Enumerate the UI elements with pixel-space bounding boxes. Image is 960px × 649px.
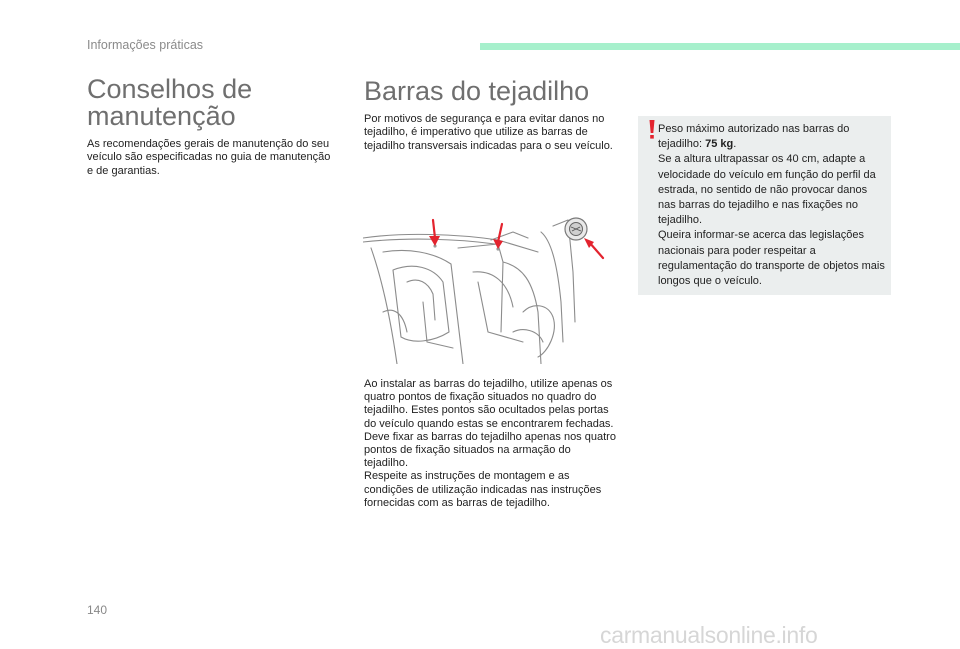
maintenance-title: Conselhos de manutenção	[87, 74, 253, 131]
roof-bars-body	[364, 378, 616, 510]
roof-bars-intro: Por motivos de segurança e para evitar danos no tejadilho, é imperativo que utilize as barras de tejadilho transversais indicadas para o seu veículo.	[364, 113, 613, 152]
roof-bars-paragraph: Respeite as instruções de montagem e as condições de utilização indicadas nas instruções fornecidas com as barras de tejadilho.	[364, 470, 602, 509]
roof-bars-paragraph: Ao instalar as barras do tejadilho, utilize apenas os quatro pontos de fixação situados no quadro do tejadilho. Estes pontos são ocultados pelas portas do veículo quando estas se encontrarem fechadas.	[364, 378, 614, 430]
warning-text	[658, 122, 886, 289]
max-weight-value: 75 kg	[705, 138, 734, 151]
roof-bars-paragraph: Deve fixar as barras do tejadilho apenas nos quatro pontos de fixação situados na armação do tejadilho.	[364, 430, 616, 470]
fixation-point-zoom-icon	[565, 218, 587, 240]
exclamation-icon	[645, 119, 659, 141]
warning-weight-line: Peso máximo autorizado nas barras do tejadilho: 75 kg.	[658, 123, 850, 151]
maintenance-text: As recomendações gerais de manutenção do seu veículo são especificadas no guia de manutenção e de garantias.	[87, 138, 331, 177]
section-accent-bar	[480, 43, 960, 50]
section-label: Informações práticas	[87, 38, 204, 52]
watermark: carmanualsonline.info	[600, 622, 818, 648]
roof-bars-title: Barras do tejadilho	[364, 76, 590, 106]
warning-legislation-line: Queira informar-se acerca das legislações nacionais para poder respeitar a regulamentação do transporte de objetos mais longos que o veículo.	[658, 229, 885, 288]
page-number: 140	[87, 603, 108, 617]
car-roof-fixation-illustration	[363, 212, 615, 364]
warning-height-line: Se a altura ultrapassar os 40 cm, adapte a velocidade do veículo em função do perfil da estrada, no sentido de não provocar danos nas barras do tejadilho e nas fixações no tejadilho.	[658, 153, 876, 227]
